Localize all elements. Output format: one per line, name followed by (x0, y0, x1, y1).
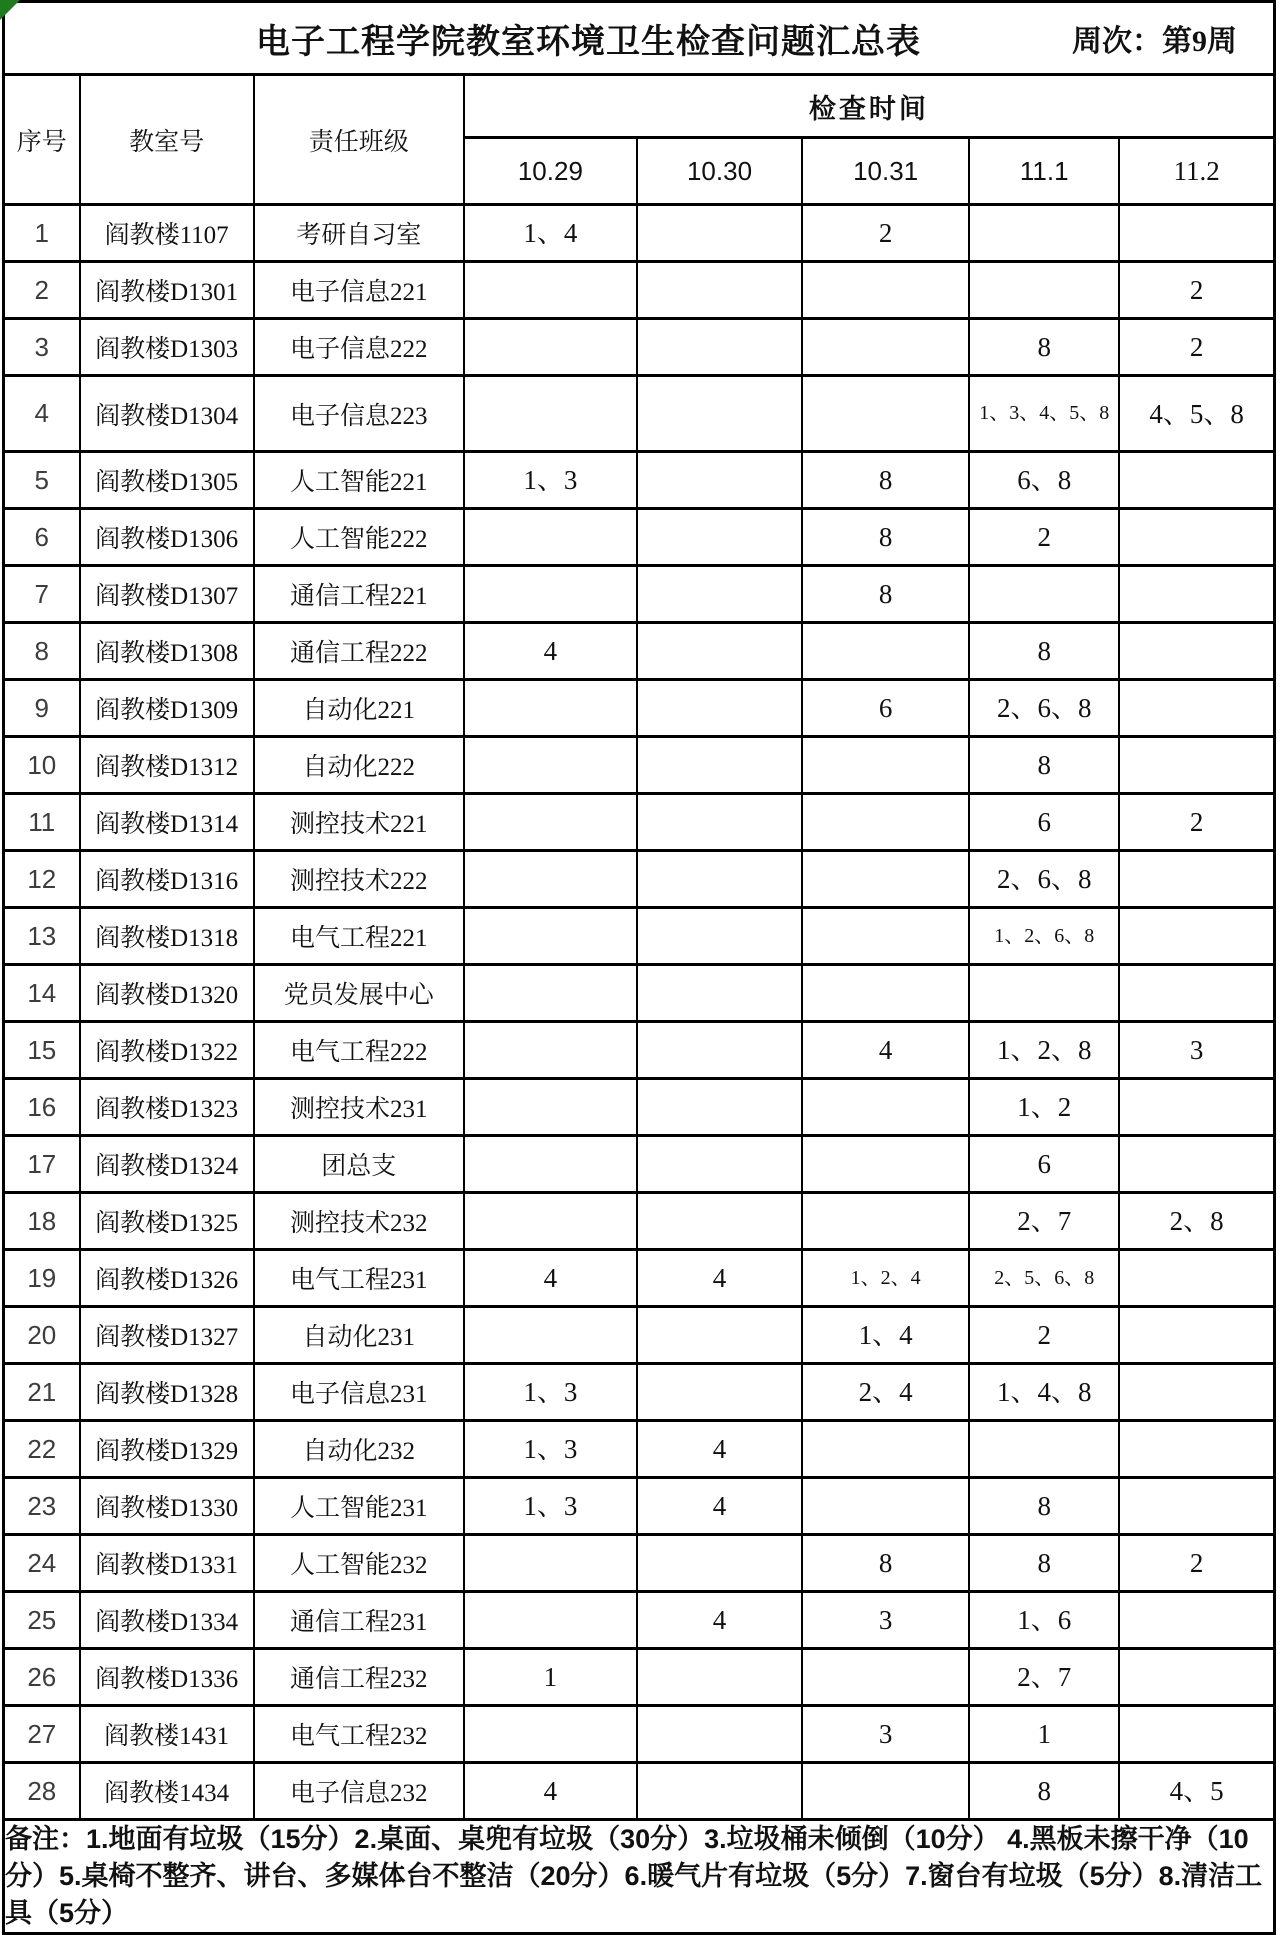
date-value-cell: 1、3 (464, 1478, 637, 1535)
date-value-cell (1119, 1649, 1274, 1706)
class-cell: 电气工程232 (254, 1706, 464, 1763)
class-cell: 电子信息221 (254, 262, 464, 319)
room-cell: 阎教楼D1331 (80, 1535, 254, 1592)
date-value-cell: 1、4、8 (969, 1364, 1119, 1421)
date-value-cell: 1、3 (464, 452, 637, 509)
row-number-cell: 23 (4, 1478, 80, 1535)
class-cell: 党员发展中心 (254, 965, 464, 1022)
date-value-cell: 4 (637, 1592, 802, 1649)
class-cell: 电子信息231 (254, 1364, 464, 1421)
date-value-cell (802, 1136, 969, 1193)
page-title: 电子工程学院教室环境卫生检查问题汇总表 (256, 23, 921, 61)
class-cell: 考研自习室 (254, 205, 464, 262)
date-value-cell: 8 (969, 1478, 1119, 1535)
date-value-cell: 2 (969, 1307, 1119, 1364)
room-cell: 阎教楼D1303 (80, 319, 254, 376)
row-number-cell: 22 (4, 1421, 80, 1478)
table-row (4, 1592, 1275, 1649)
row-number-cell: 28 (4, 1763, 80, 1820)
class-cell: 人工智能221 (254, 452, 464, 509)
date-value-cell (464, 509, 637, 566)
date-value-cell (637, 908, 802, 965)
date-value-cell (637, 566, 802, 623)
notes-row (4, 1820, 1275, 1934)
class-cell: 自动化222 (254, 737, 464, 794)
table-row (4, 1706, 1275, 1763)
row-number-cell: 24 (4, 1535, 80, 1592)
date-value-cell (637, 851, 802, 908)
date-value-cell: 8 (969, 737, 1119, 794)
room-cell: 阎教楼D1318 (80, 908, 254, 965)
date-value-cell (637, 1193, 802, 1250)
date-value-cell: 2 (969, 509, 1119, 566)
date-value-cell: 1、2、6、8 (969, 908, 1119, 965)
date-value-cell (637, 1763, 802, 1820)
date-value-cell: 8 (802, 452, 969, 509)
table-row (4, 1250, 1275, 1307)
room-cell: 阎教楼D1305 (80, 452, 254, 509)
class-cell: 电子信息222 (254, 319, 464, 376)
date-value-cell (802, 376, 969, 452)
table-row (4, 1649, 1275, 1706)
date-value-cell (637, 965, 802, 1022)
date-value-cell (464, 794, 637, 851)
room-cell: 阎教楼D1336 (80, 1649, 254, 1706)
date-value-cell (1119, 623, 1274, 680)
row-number-cell: 5 (4, 452, 80, 509)
date-value-cell: 8 (802, 566, 969, 623)
date-value-cell (1119, 205, 1274, 262)
date-value-cell (802, 1649, 969, 1706)
row-number-cell: 4 (4, 376, 80, 452)
room-cell: 阎教楼D1326 (80, 1250, 254, 1307)
date-value-cell: 1 (969, 1706, 1119, 1763)
date-value-cell (1119, 680, 1274, 737)
date-value-cell: 1、2、8 (969, 1022, 1119, 1079)
date-value-cell (1119, 1136, 1274, 1193)
row-number-cell: 21 (4, 1364, 80, 1421)
col-header-class: 责任班级 (254, 75, 464, 205)
date-value-cell (1119, 1364, 1274, 1421)
row-number-cell: 13 (4, 908, 80, 965)
date-value-cell (1119, 965, 1274, 1022)
date-value-cell: 4 (464, 1250, 637, 1307)
table-row (4, 1535, 1275, 1592)
date-value-cell (637, 737, 802, 794)
room-cell: 阎教楼D1320 (80, 965, 254, 1022)
room-cell: 阎教楼D1316 (80, 851, 254, 908)
table-row (4, 1193, 1275, 1250)
class-cell: 人工智能231 (254, 1478, 464, 1535)
table-row (4, 376, 1275, 452)
date-value-cell: 4 (637, 1421, 802, 1478)
row-number-cell: 9 (4, 680, 80, 737)
row-number-cell: 11 (4, 794, 80, 851)
date-value-cell: 1、2、4 (802, 1250, 969, 1307)
class-cell: 电气工程231 (254, 1250, 464, 1307)
date-value-cell (802, 1478, 969, 1535)
class-cell: 通信工程221 (254, 566, 464, 623)
date-value-cell: 6、8 (969, 452, 1119, 509)
date-value-cell (969, 1421, 1119, 1478)
date-value-cell (464, 1592, 637, 1649)
spreadsheet-corner-marker-icon (0, 0, 20, 20)
class-cell: 电气工程221 (254, 908, 464, 965)
title-row (4, 2, 1275, 75)
table-row (4, 1079, 1275, 1136)
table-row (4, 1763, 1275, 1820)
room-cell: 阎教楼D1330 (80, 1478, 254, 1535)
room-cell: 阎教楼D1308 (80, 623, 254, 680)
row-number-cell: 17 (4, 1136, 80, 1193)
date-value-cell (464, 1079, 637, 1136)
room-cell: 阎教楼1431 (80, 1706, 254, 1763)
date-value-cell: 1、4 (464, 205, 637, 262)
class-cell: 通信工程222 (254, 623, 464, 680)
room-cell: 阎教楼D1327 (80, 1307, 254, 1364)
date-value-cell (464, 319, 637, 376)
date-value-cell: 2 (1119, 794, 1274, 851)
date-value-cell: 1、3 (464, 1364, 637, 1421)
row-number-cell: 6 (4, 509, 80, 566)
date-value-cell (802, 1421, 969, 1478)
col-header-date-1029: 10.29 (464, 138, 637, 205)
room-cell: 阎教楼D1325 (80, 1193, 254, 1250)
date-value-cell (637, 623, 802, 680)
date-value-cell (802, 794, 969, 851)
table-row (4, 851, 1275, 908)
room-cell: 阎教楼D1334 (80, 1592, 254, 1649)
date-value-cell: 4、5 (1119, 1763, 1274, 1820)
date-value-cell (1119, 509, 1274, 566)
row-number-cell: 1 (4, 205, 80, 262)
col-header-date-1030: 10.30 (637, 138, 802, 205)
table-row (4, 1364, 1275, 1421)
date-value-cell: 8 (802, 1535, 969, 1592)
room-cell: 阎教楼D1307 (80, 566, 254, 623)
class-cell: 通信工程232 (254, 1649, 464, 1706)
date-value-cell: 1 (464, 1649, 637, 1706)
class-cell: 电子信息232 (254, 1763, 464, 1820)
room-cell: 阎教楼D1309 (80, 680, 254, 737)
date-value-cell (464, 262, 637, 319)
class-cell: 人工智能232 (254, 1535, 464, 1592)
table-row (4, 566, 1275, 623)
room-cell: 阎教楼D1329 (80, 1421, 254, 1478)
table-body (4, 205, 1275, 1820)
row-number-cell: 27 (4, 1706, 80, 1763)
date-value-cell (637, 1079, 802, 1136)
date-value-cell (464, 1193, 637, 1250)
table-row (4, 680, 1275, 737)
date-value-cell (637, 794, 802, 851)
row-number-cell: 19 (4, 1250, 80, 1307)
row-number-cell: 12 (4, 851, 80, 908)
row-number-cell: 25 (4, 1592, 80, 1649)
room-cell: 阎教楼D1324 (80, 1136, 254, 1193)
class-cell: 测控技术231 (254, 1079, 464, 1136)
date-value-cell (1119, 566, 1274, 623)
date-value-cell: 2、5、6、8 (969, 1250, 1119, 1307)
date-value-cell (1119, 452, 1274, 509)
table-row (4, 1307, 1275, 1364)
date-value-cell (464, 851, 637, 908)
date-value-cell (1119, 737, 1274, 794)
row-number-cell: 16 (4, 1079, 80, 1136)
date-value-cell: 2、7 (969, 1193, 1119, 1250)
date-value-cell (637, 1136, 802, 1193)
row-number-cell: 14 (4, 965, 80, 1022)
date-value-cell (802, 965, 969, 1022)
date-value-cell: 4 (802, 1022, 969, 1079)
date-value-cell (969, 205, 1119, 262)
row-number-cell: 26 (4, 1649, 80, 1706)
date-value-cell: 6 (802, 680, 969, 737)
date-value-cell: 8 (969, 1535, 1119, 1592)
col-header-no: 序号 (4, 75, 80, 205)
date-value-cell (637, 1022, 802, 1079)
date-value-cell (802, 1193, 969, 1250)
table-row (4, 262, 1275, 319)
date-value-cell (464, 965, 637, 1022)
room-cell: 阎教楼D1328 (80, 1364, 254, 1421)
date-value-cell (1119, 1421, 1274, 1478)
inspection-summary-table (2, 0, 1276, 1935)
date-value-cell (802, 1079, 969, 1136)
date-value-cell (464, 680, 637, 737)
col-header-room: 教室号 (80, 75, 254, 205)
room-cell: 阎教楼D1314 (80, 794, 254, 851)
date-value-cell: 3 (802, 1706, 969, 1763)
date-value-cell: 2 (1119, 1535, 1274, 1592)
class-cell: 人工智能222 (254, 509, 464, 566)
date-value-cell: 4 (637, 1478, 802, 1535)
date-value-cell: 2 (1119, 319, 1274, 376)
date-value-cell (802, 262, 969, 319)
date-value-cell (637, 1364, 802, 1421)
class-cell: 自动化232 (254, 1421, 464, 1478)
room-cell: 阎教楼1107 (80, 205, 254, 262)
date-value-cell (969, 262, 1119, 319)
date-value-cell: 2、6、8 (969, 851, 1119, 908)
room-cell: 阎教楼D1312 (80, 737, 254, 794)
date-value-cell: 8 (969, 623, 1119, 680)
room-cell: 阎教楼1434 (80, 1763, 254, 1820)
table-row (4, 319, 1275, 376)
date-value-cell: 4 (464, 623, 637, 680)
class-cell: 自动化231 (254, 1307, 464, 1364)
date-value-cell: 1、6 (969, 1592, 1119, 1649)
date-value-cell (1119, 1592, 1274, 1649)
date-value-cell (1119, 1250, 1274, 1307)
date-value-cell: 6 (969, 794, 1119, 851)
date-value-cell (637, 205, 802, 262)
date-value-cell (464, 1307, 637, 1364)
date-value-cell (802, 851, 969, 908)
date-value-cell (464, 1706, 637, 1763)
date-value-cell (637, 509, 802, 566)
date-value-cell: 4 (464, 1763, 637, 1820)
date-value-cell: 1、2 (969, 1079, 1119, 1136)
row-number-cell: 10 (4, 737, 80, 794)
date-value-cell: 3 (802, 1592, 969, 1649)
col-header-date-1031: 10.31 (802, 138, 969, 205)
table-row (4, 737, 1275, 794)
date-value-cell (637, 1535, 802, 1592)
date-value-cell: 6 (969, 1136, 1119, 1193)
date-value-cell: 8 (802, 509, 969, 566)
table-row (4, 794, 1275, 851)
date-value-cell (464, 1535, 637, 1592)
room-cell: 阎教楼D1301 (80, 262, 254, 319)
table-row (4, 965, 1275, 1022)
table-row (4, 1421, 1275, 1478)
table-row (4, 908, 1275, 965)
date-value-cell (464, 737, 637, 794)
class-cell: 通信工程231 (254, 1592, 464, 1649)
date-value-cell (1119, 1079, 1274, 1136)
date-value-cell (464, 1022, 637, 1079)
date-value-cell: 2、6、8 (969, 680, 1119, 737)
date-value-cell (1119, 1478, 1274, 1535)
room-cell: 阎教楼D1322 (80, 1022, 254, 1079)
date-value-cell: 1、3 (464, 1421, 637, 1478)
date-value-cell (637, 680, 802, 737)
week-badge: 周次：第9周 (1072, 25, 1237, 58)
date-value-cell (637, 319, 802, 376)
table-row (4, 1136, 1275, 1193)
table-row (4, 623, 1275, 680)
date-value-cell (802, 1763, 969, 1820)
date-value-cell: 2 (1119, 262, 1274, 319)
date-value-cell: 2、4 (802, 1364, 969, 1421)
row-number-cell: 8 (4, 623, 80, 680)
date-value-cell: 8 (969, 319, 1119, 376)
date-value-cell: 3 (1119, 1022, 1274, 1079)
date-value-cell (802, 623, 969, 680)
class-cell: 测控技术221 (254, 794, 464, 851)
date-value-cell (1119, 1706, 1274, 1763)
row-number-cell: 2 (4, 262, 80, 319)
class-cell: 测控技术232 (254, 1193, 464, 1250)
date-value-cell (464, 908, 637, 965)
date-value-cell: 1、4 (802, 1307, 969, 1364)
date-value-cell (969, 965, 1119, 1022)
date-value-cell (464, 1136, 637, 1193)
date-value-cell: 2、8 (1119, 1193, 1274, 1250)
table-row (4, 509, 1275, 566)
date-value-cell (637, 1706, 802, 1763)
date-value-cell (637, 1649, 802, 1706)
col-header-date-1102: 11.2 (1119, 138, 1274, 205)
date-value-cell (1119, 1307, 1274, 1364)
date-value-cell (464, 376, 637, 452)
table-row (4, 452, 1275, 509)
class-cell: 电子信息223 (254, 376, 464, 452)
header-group-row (4, 75, 1275, 138)
table-row (4, 1478, 1275, 1535)
date-value-cell (464, 566, 637, 623)
class-cell: 电气工程222 (254, 1022, 464, 1079)
row-number-cell: 3 (4, 319, 80, 376)
row-number-cell: 7 (4, 566, 80, 623)
row-number-cell: 15 (4, 1022, 80, 1079)
notes-text: 备注：1.地面有垃圾（15分）2.桌面、桌兜有垃圾（30分）3.垃圾桶未倾倒（10分） 4.黑板未擦干净（10分）5.桌椅不整齐、讲台、多媒体台不整洁（20分）6.暖气片有垃圾（5分）7.窗台有垃圾（5分）8.清洁工具（5分） (4, 1820, 1275, 1934)
date-value-cell (802, 319, 969, 376)
date-value-cell (637, 376, 802, 452)
date-value-cell (1119, 851, 1274, 908)
room-cell: 阎教楼D1323 (80, 1079, 254, 1136)
date-value-cell (1119, 908, 1274, 965)
table-row (4, 1022, 1275, 1079)
date-value-cell (802, 908, 969, 965)
col-header-inspection-time: 检查时间 (464, 75, 1275, 138)
date-value-cell (637, 262, 802, 319)
class-cell: 团总支 (254, 1136, 464, 1193)
class-cell: 自动化221 (254, 680, 464, 737)
date-value-cell: 1、3、4、5、8 (969, 376, 1119, 452)
class-cell: 测控技术222 (254, 851, 464, 908)
row-number-cell: 20 (4, 1307, 80, 1364)
date-value-cell: 4 (637, 1250, 802, 1307)
date-value-cell (637, 452, 802, 509)
date-value-cell: 2、7 (969, 1649, 1119, 1706)
room-cell: 阎教楼D1306 (80, 509, 254, 566)
date-value-cell (969, 566, 1119, 623)
date-value-cell (637, 1307, 802, 1364)
room-cell: 阎教楼D1304 (80, 376, 254, 452)
row-number-cell: 18 (4, 1193, 80, 1250)
date-value-cell: 8 (969, 1763, 1119, 1820)
date-value-cell (802, 737, 969, 794)
date-value-cell: 4、5、8 (1119, 376, 1274, 452)
col-header-date-1101: 11.1 (969, 138, 1119, 205)
date-value-cell: 2 (802, 205, 969, 262)
table-row (4, 205, 1275, 262)
